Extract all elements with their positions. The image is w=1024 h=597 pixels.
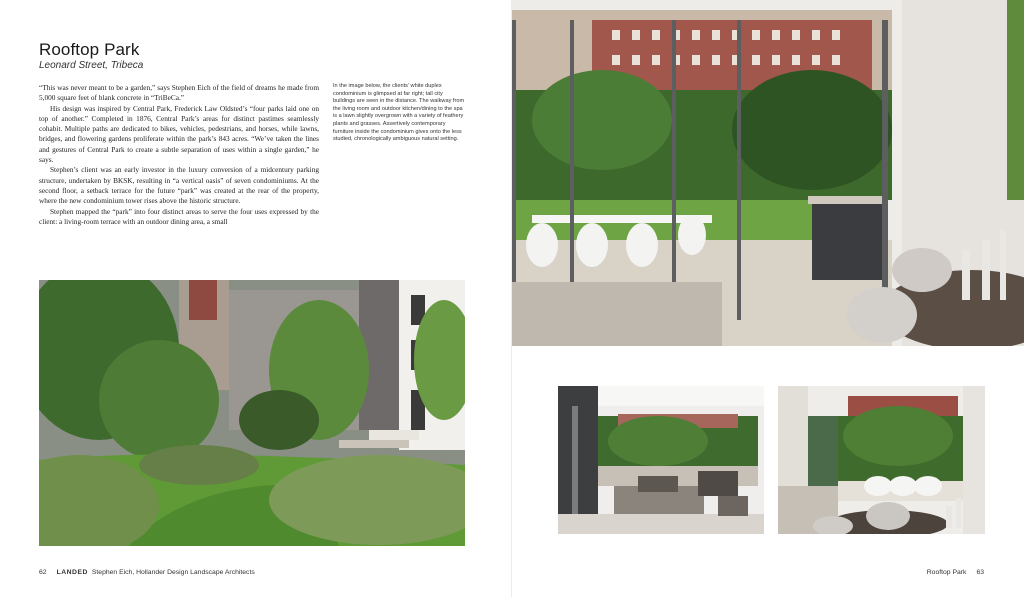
folio-credit: Stephen Eich, Hollander Design Landscape Architects [91, 569, 255, 576]
article-title: Rooftop Park [39, 40, 140, 59]
article-subtitle: Leonard Street, Tribeca [39, 60, 144, 71]
body-paragraph: His design was inspired by Central Park, Frederick Law Oldsted’s “four parks laid one on top of another.” Completed in 1876, Central Park’s areas for distinct pastimes seamlessly cohabit. Multiple paths are dedicated to bikes, vehicles, pedestrians, and horses, while lawns, bridges, and flowering gardens proliferate within the park’s 843 acres. “We’ve taken the lines and gestures of Central Park to create a subtle separation of uses within a single garden,” he says. [39, 103, 319, 165]
body-paragraph: “This was never meant to be a garden,” says Stephen Eich of the field of dreams he made from 5,000 square feet of blank concrete in “TriBeCa.” [39, 83, 319, 103]
book-brand: LANDED [56, 569, 88, 576]
terrace-photo [512, 0, 1024, 346]
article-body [39, 83, 319, 227]
folio-right [927, 569, 984, 576]
photo-caption: In the image below, the clients’ white duplex condominium is glimpsed at far right; tall city buildings are seen in the distance. The walkway from the living room and outdoor kitchen/dining to the spa is a lawn slightly overgrown with a variety of feathery plants and grasses. Assertively contemporary furniture inside the condominium gives onto the less studied, chronologically ambiguous natural setting. [333, 83, 465, 143]
garden-photo [39, 280, 465, 546]
folio-section: Rooftop Park [926, 569, 967, 576]
body-paragraph: Stephen’s client was an early investor in the luxury conversion of a midcentury parking structure, undertaken by BKSK, resulting in “a vertical oasis” of seven condominiums. At the second floor, a setback terrace for the future “park” was created at the rear of the property, where the new condominium tower rises above the historic structure. [39, 165, 319, 206]
body-paragraph: Stephen mapped the “park” into four distinct areas to serve the four uses expressed by the client: a living-room terrace with an outdoor dining area, a small [39, 206, 319, 226]
living-room-photo [558, 386, 764, 534]
dining-photo [778, 386, 985, 534]
page-number: 62 [39, 569, 47, 576]
page-number: 63 [976, 569, 984, 576]
folio-left [39, 569, 255, 576]
